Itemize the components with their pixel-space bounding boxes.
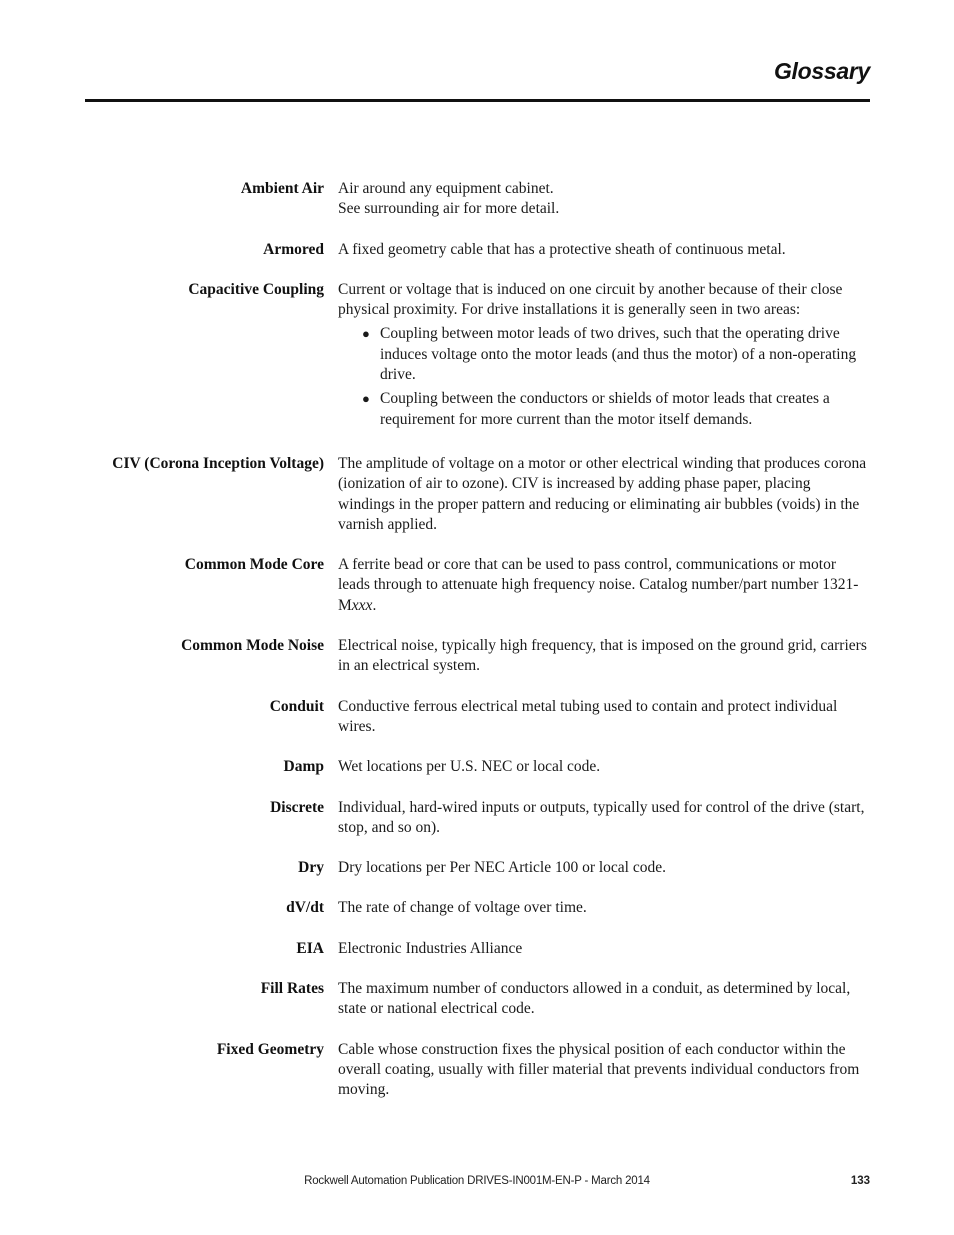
catalog-number-suffix: xxx	[351, 596, 373, 614]
glossary-list	[85, 179, 870, 1121]
glossary-entry-capacitive-coupling	[85, 280, 870, 434]
page-number: 133	[850, 1175, 870, 1187]
glossary-term: Fixed Geometry	[216, 1040, 324, 1058]
glossary-term: Fill Rates	[260, 980, 324, 998]
glossary-entry-damp	[85, 757, 870, 777]
glossary-entry-common-mode-core	[85, 555, 870, 616]
glossary-entry-ambient-air	[85, 179, 870, 220]
bullet-item	[362, 389, 870, 430]
definition-line: The maximum number of conductors allowed in a conduit, as determined by local, state or national electrical code.	[338, 980, 851, 1018]
glossary-entry-fixed-geometry	[85, 1040, 870, 1101]
definition-line: Cable whose construction fixes the physical position of each conductor within the overall coating, usually with filler material that prevents individual conductors from moving.	[338, 1040, 860, 1099]
glossary-definition	[338, 979, 870, 1020]
glossary-term: Common Mode Noise	[181, 637, 324, 655]
glossary-definition	[338, 898, 870, 918]
glossary-entry-conduit	[85, 697, 870, 738]
glossary-definition	[338, 757, 870, 777]
bullet-icon: ●	[362, 391, 370, 407]
glossary-entry-dv-dt	[85, 898, 870, 918]
glossary-definition	[338, 280, 870, 434]
bullet-icon: ●	[362, 326, 370, 342]
glossary-definition	[338, 798, 870, 839]
glossary-term: Discrete	[270, 798, 324, 816]
glossary-term: Dry	[298, 859, 324, 877]
glossary-term: Ambient Air	[240, 180, 324, 197]
bullet-list	[338, 324, 870, 429]
glossary-term: Common Mode Core	[184, 556, 324, 574]
definition-line: Air around any equipment cabinet.	[338, 180, 554, 197]
glossary-term: Capacitive Coupling	[188, 280, 324, 298]
definition-text: A ferrite bead or core that can be used to pass control, communications or motor leads through to attenuate high frequency noise. Catalog number/part number	[338, 556, 836, 594]
definition-line: Electronic Industries Alliance	[338, 939, 523, 957]
definition-line: Dry locations per Per NEC Article 100 or local code.	[338, 859, 666, 877]
definition-line: See surrounding air for more detail.	[338, 200, 560, 218]
glossary-term: dV/dt	[286, 899, 324, 917]
glossary-definition	[338, 555, 870, 616]
glossary-definition	[338, 1040, 870, 1101]
header-divider	[85, 99, 870, 102]
glossary-term: CIV (Corona Inception Voltage)	[112, 454, 324, 472]
definition-line: Conductive ferrous electrical metal tubing used to contain and protect individual wires.	[338, 697, 838, 735]
glossary-entry-common-mode-noise	[85, 636, 870, 677]
definition-line: Wet locations per U.S. NEC or local code.	[338, 758, 601, 776]
glossary-entry-civ	[85, 454, 870, 535]
glossary-definition	[338, 454, 870, 535]
glossary-term: Damp	[283, 758, 324, 776]
catalog-number-prefix: 1321-M	[338, 576, 859, 614]
glossary-entry-fill-rates	[85, 979, 870, 1020]
glossary-definition	[338, 240, 870, 260]
bullet-item	[362, 324, 870, 385]
definition-line: Current or voltage that is induced on one circuit by another because of their close physical proximity. For drive installations it is generally seen in two areas:	[338, 280, 843, 319]
glossary-definition	[338, 939, 870, 959]
definition-line: Electrical noise, typically high frequency, that is imposed on the ground grid, carriers in an electrical system.	[338, 637, 867, 675]
catalog-number-end: .	[372, 596, 377, 614]
definition-line: A fixed geometry cable that has a protective sheath of continuous metal.	[338, 240, 786, 258]
glossary-term: Conduit	[269, 697, 324, 715]
definition-line: Individual, hard-wired inputs or outputs, typically used for control of the drive (start, stop, and so on).	[338, 798, 865, 836]
glossary-definition	[338, 697, 870, 738]
definition-line: The amplitude of voltage on a motor or other electrical winding that produces corona (ionization of air to ozone). CIV is increased by adding phase paper, placing windings in the proper pattern and reducing or eliminating air bubbles (voids) in the varnish applied.	[338, 454, 867, 533]
glossary-definition	[338, 636, 870, 677]
definition-line	[338, 555, 870, 616]
glossary-entry-dry	[85, 858, 870, 878]
glossary-entry-armored	[85, 240, 870, 260]
glossary-term: Armored	[263, 240, 324, 258]
glossary-entry-eia	[85, 939, 870, 959]
bullet-text: Coupling between motor leads of two drives, such that the operating drive induces voltage onto the motor leads (and thus the motor) of a non-operating drive.	[380, 325, 857, 384]
glossary-definition	[338, 858, 870, 878]
publication-footer: Rockwell Automation Publication DRIVES-IN001M-EN-P - March 2014	[304, 1175, 650, 1187]
bullet-text: Coupling between the conductors or shields of motor leads that creates a requirement for more current than the motor itself demands.	[380, 390, 830, 428]
glossary-definition	[338, 179, 870, 220]
page-title: Glossary	[773, 58, 870, 84]
glossary-term: EIA	[296, 939, 324, 957]
glossary-entry-discrete	[85, 798, 870, 839]
definition-line: The rate of change of voltage over time.	[338, 899, 587, 917]
